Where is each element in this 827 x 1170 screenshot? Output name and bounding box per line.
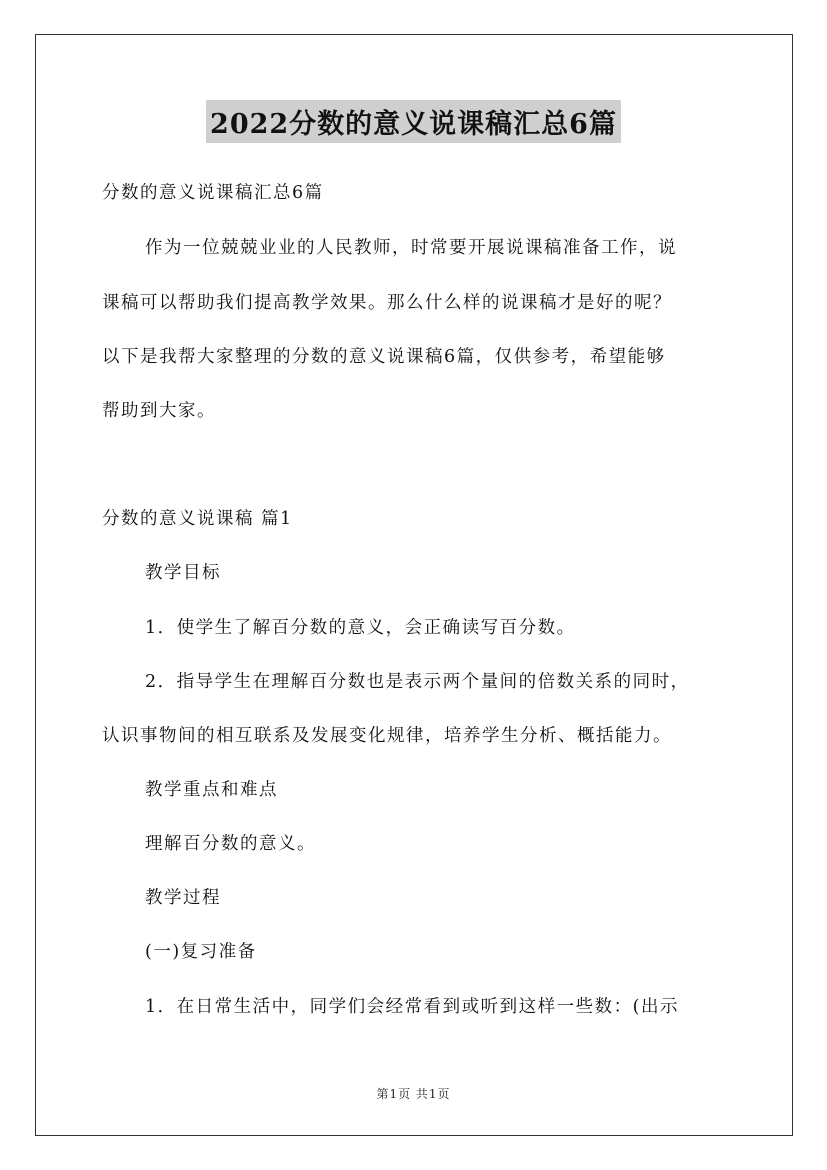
intro-line-1: 作为一位兢兢业业的人民教师，时常要开展说课稿准备工作，说 bbox=[145, 238, 677, 258]
goal-2-line-2: 认识事物间的相互联系及发展变化规律，培养学生分析、概括能力。 bbox=[102, 726, 672, 746]
key-points-text: 理解百分数的意义。 bbox=[145, 834, 316, 854]
process-heading: 教学过程 bbox=[145, 888, 221, 908]
key-points-heading: 教学重点和难点 bbox=[145, 780, 278, 800]
teaching-goal-heading: 教学目标 bbox=[145, 563, 221, 583]
section-heading: 分数的意义说课稿 篇1 bbox=[102, 509, 293, 529]
intro-line-3: 以下是我帮大家整理的分数的意义说课稿6篇，仅供参考，希望能够 bbox=[102, 347, 666, 367]
intro-line-4: 帮助到大家。 bbox=[102, 401, 216, 421]
review-item-1: 1．在日常生活中，同学们会经常看到或听到这样一些数：(出示 bbox=[145, 997, 679, 1017]
review-heading: (一)复习准备 bbox=[145, 942, 257, 962]
title-wrap bbox=[0, 100, 827, 143]
document-subtitle: 分数的意义说课稿汇总6篇 bbox=[102, 183, 324, 203]
goal-2-line-1: 2．指导学生在理解百分数也是表示两个量间的倍数关系的同时， bbox=[145, 672, 690, 692]
intro-line-2: 课稿可以帮助我们提高教学效果。那么什么样的说课稿才是好的呢？ bbox=[102, 293, 672, 313]
goal-1: 1．使学生了解百分数的意义，会正确读写百分数。 bbox=[145, 618, 576, 638]
page-footer: 第1页 共1页 bbox=[376, 1087, 451, 1101]
document-title: 2022分数的意义说课稿汇总6篇 bbox=[206, 100, 621, 143]
